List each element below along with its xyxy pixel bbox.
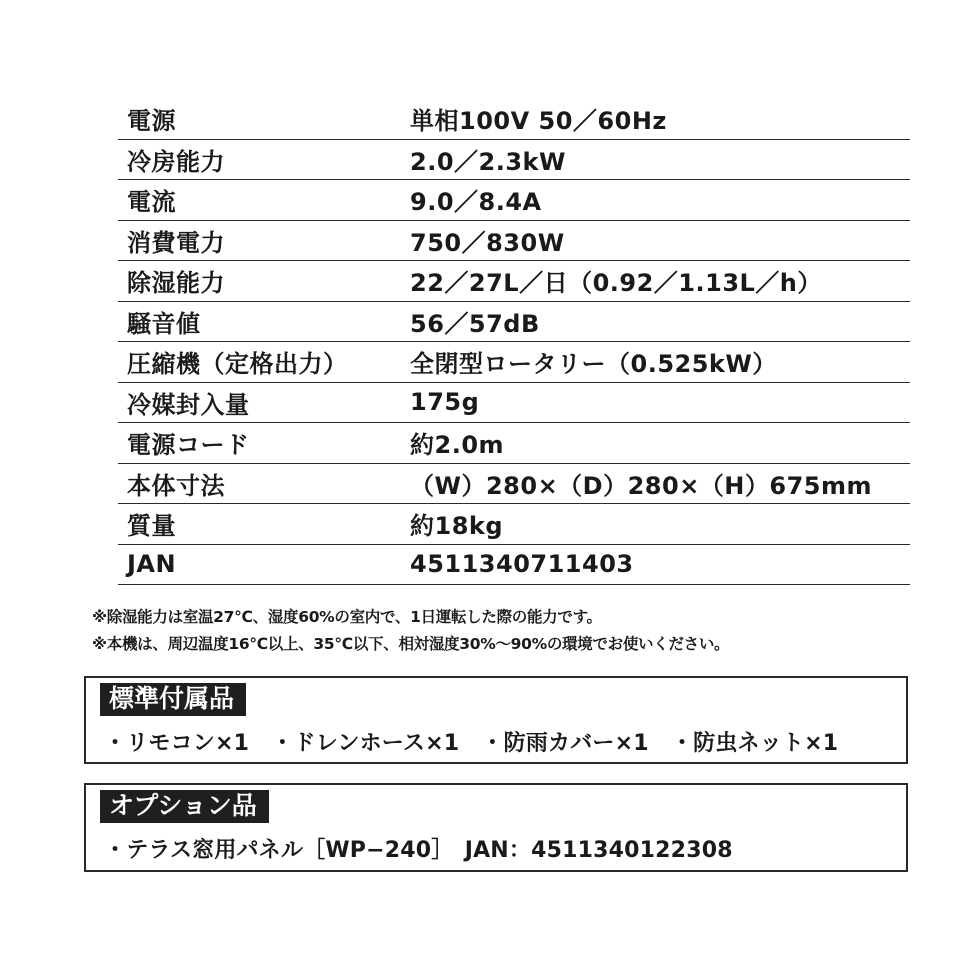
spec-label: 冷媒封入量 xyxy=(127,390,250,419)
spec-value: 単相100V 50／60Hz xyxy=(410,107,667,136)
spec-label: 本体寸法 xyxy=(127,471,225,500)
spec-value: 750／830W xyxy=(410,228,565,257)
spec-row-power-consumption xyxy=(118,221,910,262)
spec-label: 冷房能力 xyxy=(127,147,225,176)
spec-row-dimensions xyxy=(118,464,910,505)
spec-value: 4511340711403 xyxy=(410,550,634,579)
spec-row-jan xyxy=(118,545,910,586)
spec-row-noise-level xyxy=(118,302,910,343)
standard-accessories-box xyxy=(84,676,908,764)
spec-value: 22／27L／日（0.92／1.13L／h） xyxy=(410,269,822,298)
spec-label: 電源 xyxy=(127,107,176,136)
spec-value: 全閉型ロータリー（0.525kW） xyxy=(410,350,777,379)
spec-label: 電流 xyxy=(127,188,176,217)
spec-table xyxy=(118,99,910,585)
spec-label: 騒音値 xyxy=(127,309,201,338)
standard-accessories-list: ・リモコン×1 ・ドレンホース×1 ・防雨カバー×1 ・防虫ネット×1 xyxy=(104,731,839,756)
spec-label: JAN xyxy=(127,550,177,579)
spec-value: 約2.0m xyxy=(410,431,505,460)
spec-label: 電源コード xyxy=(127,431,250,460)
spec-label: 除湿能力 xyxy=(127,269,225,298)
spec-row-refrigerant xyxy=(118,383,910,424)
spec-value: 56／57dB xyxy=(410,309,540,338)
spec-row-current xyxy=(118,180,910,221)
spec-label: 質量 xyxy=(127,512,176,541)
spec-row-weight xyxy=(118,504,910,545)
spec-value: 約18kg xyxy=(410,512,504,541)
spec-value: 2.0／2.3kW xyxy=(410,147,566,176)
options-box xyxy=(84,783,908,872)
footnotes xyxy=(92,604,952,658)
footnote-dehumidifying: ※除湿能力は室温27℃、湿度60%の室内で、1日運転した際の能力です。 xyxy=(92,608,602,626)
spec-value: 175g xyxy=(410,388,480,417)
spec-row-cooling-capacity xyxy=(118,140,910,181)
options-list: ・テラス窓用パネル［WP−240］ JAN：4511340122308 xyxy=(104,838,733,863)
options-title: オプション品 xyxy=(100,790,269,823)
footnote-operating-environment: ※本機は、周辺温度16℃以上、35℃以下、相対湿度30%〜90%の環境でお使いください。 xyxy=(92,635,730,653)
spec-row-power-supply xyxy=(118,99,910,140)
standard-accessories-title: 標準付属品 xyxy=(100,683,246,716)
spec-label: 圧縮機（定格出力） xyxy=(127,350,348,379)
spec-value: （W）280×（D）280×（H）675mm xyxy=(410,471,873,500)
spec-row-compressor xyxy=(118,342,910,383)
spec-row-dehumidifying-capacity xyxy=(118,261,910,302)
spec-row-power-cord xyxy=(118,423,910,464)
spec-label: 消費電力 xyxy=(127,228,225,257)
spec-value: 9.0／8.4A xyxy=(410,188,542,217)
